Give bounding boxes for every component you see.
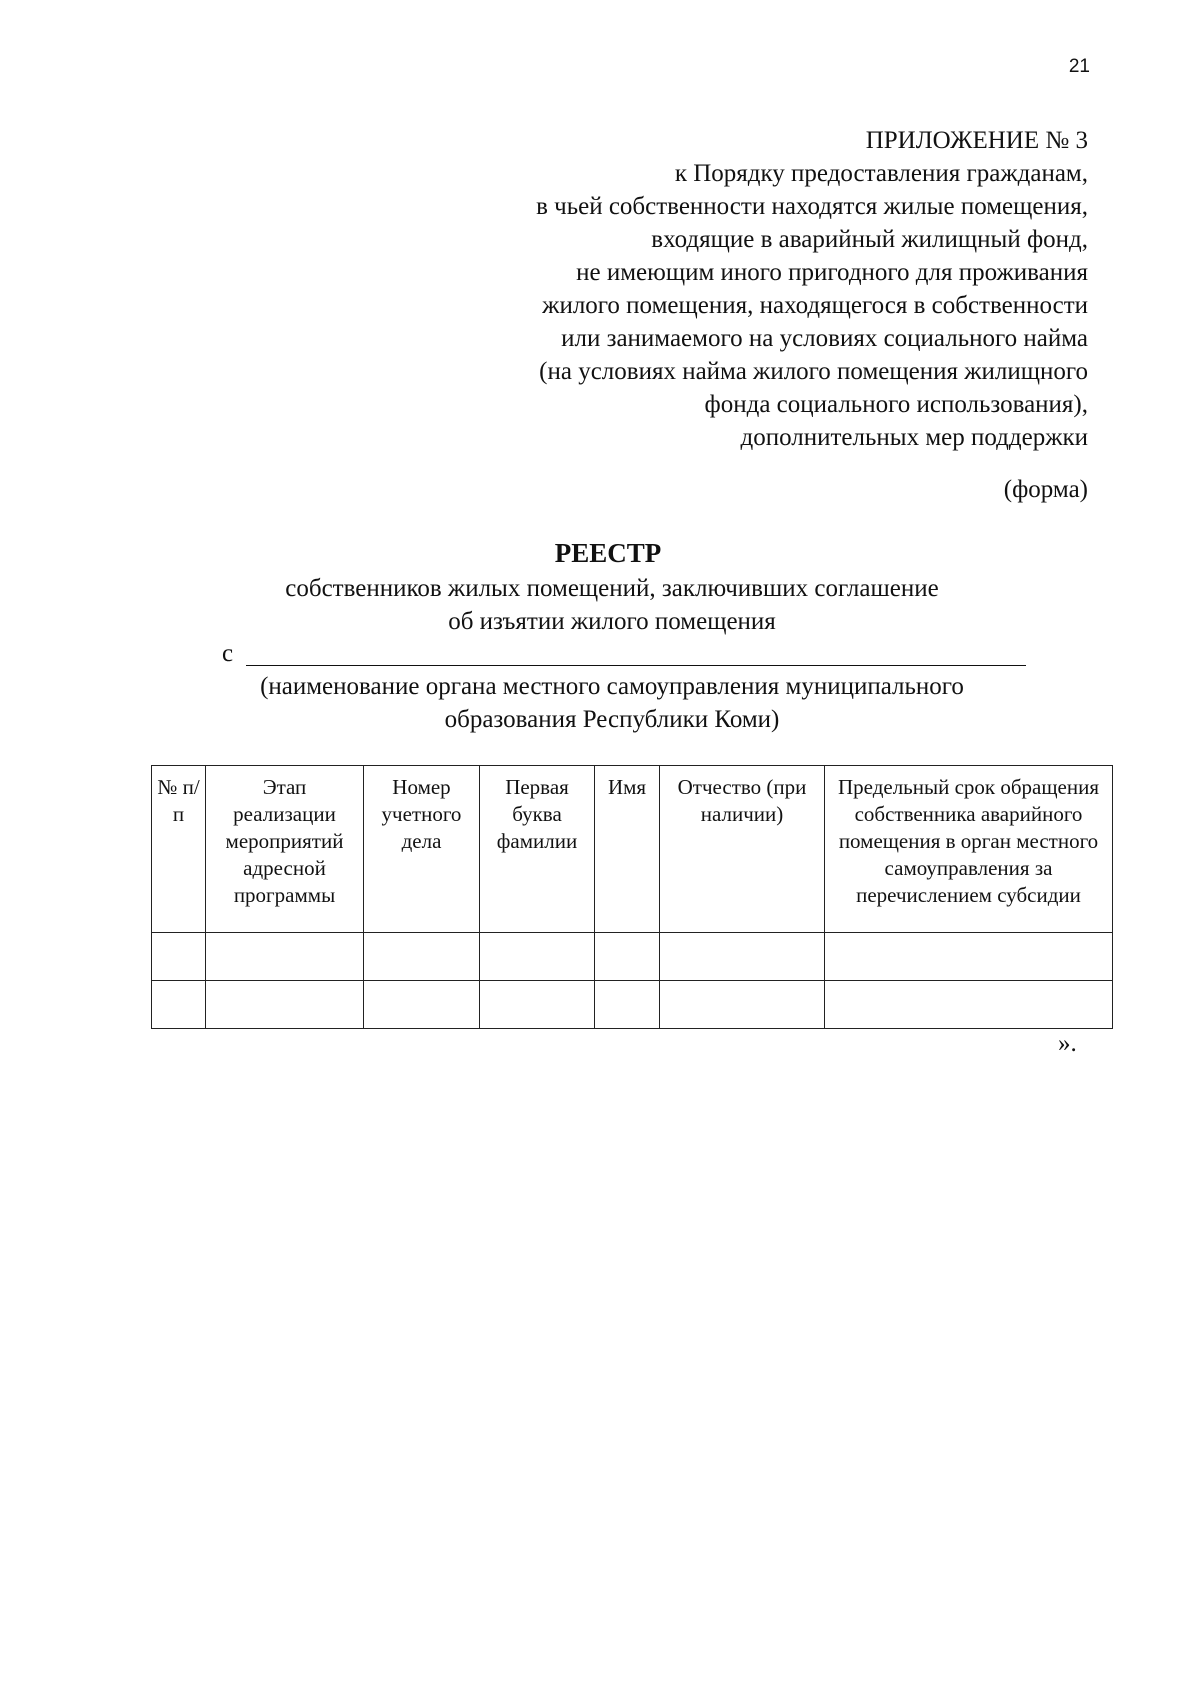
column-header-case-number: Номер учетного дела xyxy=(364,766,480,933)
caption-line: образования Республики Коми) xyxy=(444,706,780,733)
subtitle-line: об изъятии жилого помещения xyxy=(448,608,776,635)
table-row xyxy=(152,981,1113,1029)
table-cell xyxy=(152,933,206,981)
appendix-line: жилого помещения, находящегося в собственности xyxy=(542,292,1088,319)
from-prefix: с xyxy=(222,640,234,667)
appendix-line: дополнительных мер поддержки xyxy=(740,424,1088,451)
appendix-block xyxy=(368,124,1088,454)
form-label: (форма) xyxy=(1003,476,1088,503)
appendix-heading: ПРИЛОЖЕНИЕ № 3 xyxy=(865,127,1088,154)
table-cell xyxy=(825,933,1113,981)
column-header-surname-initial: Первая буква фамилии xyxy=(480,766,595,933)
table-header-row xyxy=(152,766,1113,933)
table-cell xyxy=(660,981,825,1029)
column-header-stage: Этап реализации мероприятий адресной программы xyxy=(206,766,364,933)
closing-quote: ». xyxy=(1058,1030,1077,1057)
appendix-line: фонда социального использования), xyxy=(704,391,1088,418)
appendix-line: или занимаемого на условиях социального найма xyxy=(561,325,1088,352)
column-header-patronymic: Отчество (при наличии) xyxy=(660,766,825,933)
table-cell xyxy=(595,933,660,981)
appendix-line: к Порядку предоставления гражданам, xyxy=(674,160,1088,187)
column-header-number: № п/п xyxy=(152,766,206,933)
document-subtitle xyxy=(0,572,1200,638)
table-cell xyxy=(480,981,595,1029)
registry-table xyxy=(151,765,1113,1029)
table-row xyxy=(152,933,1113,981)
organization-caption xyxy=(0,670,1200,736)
table-cell xyxy=(364,933,480,981)
table-cell xyxy=(825,981,1113,1029)
table-cell xyxy=(206,981,364,1029)
table-cell xyxy=(660,933,825,981)
column-header-first-name: Имя xyxy=(595,766,660,933)
column-header-deadline: Предельный срок обращения собственника аварийного помещения в орган местного самоуправления за перечислением субсидии xyxy=(825,766,1113,933)
appendix-line: в чьей собственности находятся жилые помещения, xyxy=(536,193,1088,220)
table-cell xyxy=(206,933,364,981)
organization-blank-line xyxy=(246,665,1026,666)
document-title: РЕЕСТР xyxy=(554,538,662,568)
table-cell xyxy=(364,981,480,1029)
appendix-line: не имеющим иного пригодного для проживания xyxy=(576,259,1088,286)
table-cell xyxy=(480,933,595,981)
appendix-line: (на условиях найма жилого помещения жилищного xyxy=(539,358,1088,385)
appendix-line: входящие в аварийный жилищный фонд, xyxy=(651,226,1088,253)
caption-line: (наименование органа местного самоуправления муниципального xyxy=(260,673,964,700)
table-cell xyxy=(152,981,206,1029)
page-number: 21 xyxy=(1068,56,1090,77)
subtitle-line: собственников жилых помещений, заключивших соглашение xyxy=(285,575,939,602)
table-cell xyxy=(595,981,660,1029)
